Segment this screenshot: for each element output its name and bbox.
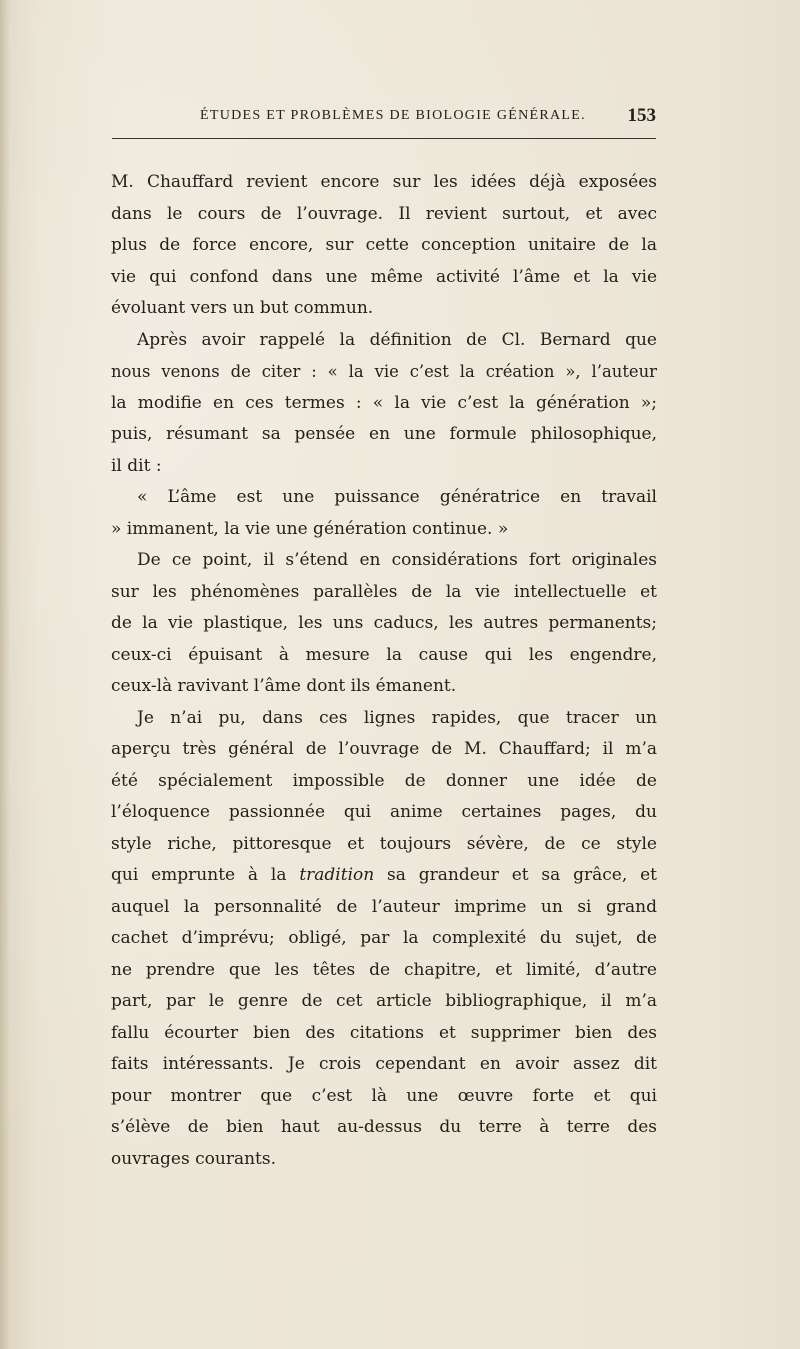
page-header: [112, 102, 656, 138]
text-line: « L’âme est une puissance génératrice en travail: [137, 487, 657, 507]
text-line: » immanent, la vie une génération continue. »: [111, 518, 509, 539]
text-line: ceux-ci épuisant à mesure la cause qui les engendre,: [111, 644, 657, 665]
text-line: puis, résumant sa pensée en une formule philosophique,: [111, 424, 657, 444]
text-line: M. Chauffard revient encore sur les idées déjà exposées: [111, 172, 657, 192]
page-number: 153: [627, 105, 656, 126]
text-line: faits intéressants. Je crois cependant en avoir assez dit: [111, 1054, 657, 1074]
text-line: Je n’ai pu, dans ces lignes rapides, que tracer un: [137, 707, 657, 728]
text-segment: sa grandeur et sa grâce, et: [374, 865, 657, 885]
page-edge-shadow: [0, 0, 10, 1349]
text-line: plus de force encore, sur cette conception unitaire de la: [111, 235, 657, 255]
text-line: sur les phénomènes parallèles de la vie intellectuelle et: [111, 581, 657, 602]
text-line: auquel la personnalité de l’auteur imprime un si grand: [111, 896, 657, 917]
text-line: dans le cours de l’ouvrage. Il revient surtout, et avec: [111, 203, 657, 224]
text-line: cachet d’imprévu; obligé, par la complexité du sujet, de: [111, 928, 657, 948]
text-line: Après avoir rappelé la définition de Cl. Bernard que: [137, 329, 657, 350]
text-line: l’éloquence passionnée qui anime certaines pages, du: [111, 802, 657, 822]
text-line: la modifie en ces termes : « la vie c’est la génération »;: [111, 392, 657, 413]
italic-word: tradition: [299, 865, 375, 885]
text-line: part, par le genre de cet article bibliographique, il m’a: [111, 991, 657, 1011]
text-line: nous venons de citer : « la vie c’est la création », l’auteur: [111, 362, 657, 381]
body-text: [111, 167, 657, 1175]
text-line: pour montrer que c’est là une œuvre forte et qui: [111, 1085, 657, 1106]
text-line: De ce point, il s’étend en considérations fort originales: [137, 550, 657, 570]
text-line: été spécialement impossible de donner une idée de: [111, 770, 657, 791]
text-segment: qui emprunte à la: [111, 865, 300, 885]
text-line: ne prendre que les têtes de chapitre, et limité, d’autre: [111, 959, 657, 980]
text-line: ouvrages courants.: [111, 1148, 276, 1169]
header-rule: [112, 138, 656, 139]
text-line: fallu écourter bien des citations et supprimer bien des: [111, 1022, 657, 1043]
running-title: ÉTUDES ET PROBLÈMES DE BIOLOGIE GÉNÉRALE.: [200, 108, 586, 123]
text-line: évoluant vers un but commun.: [111, 298, 374, 318]
text-line: il dit :: [111, 455, 162, 476]
text-line: aperçu très général de l’ouvrage de M. Chauffard; il m’a: [111, 739, 657, 759]
text-line: ceux-là ravivant l’âme dont ils émanent.: [111, 676, 457, 696]
text-line: de la vie plastique, les uns caducs, les autres permanents;: [111, 613, 657, 633]
text-line: vie qui confond dans une même activité l’âme et la vie: [111, 266, 657, 287]
text-line: style riche, pittoresque et toujours sévère, de ce style: [111, 833, 657, 854]
text-line: s’élève de bien haut au-dessus du terre à terre des: [111, 1117, 657, 1137]
text-line-with-italic: [111, 860, 657, 892]
